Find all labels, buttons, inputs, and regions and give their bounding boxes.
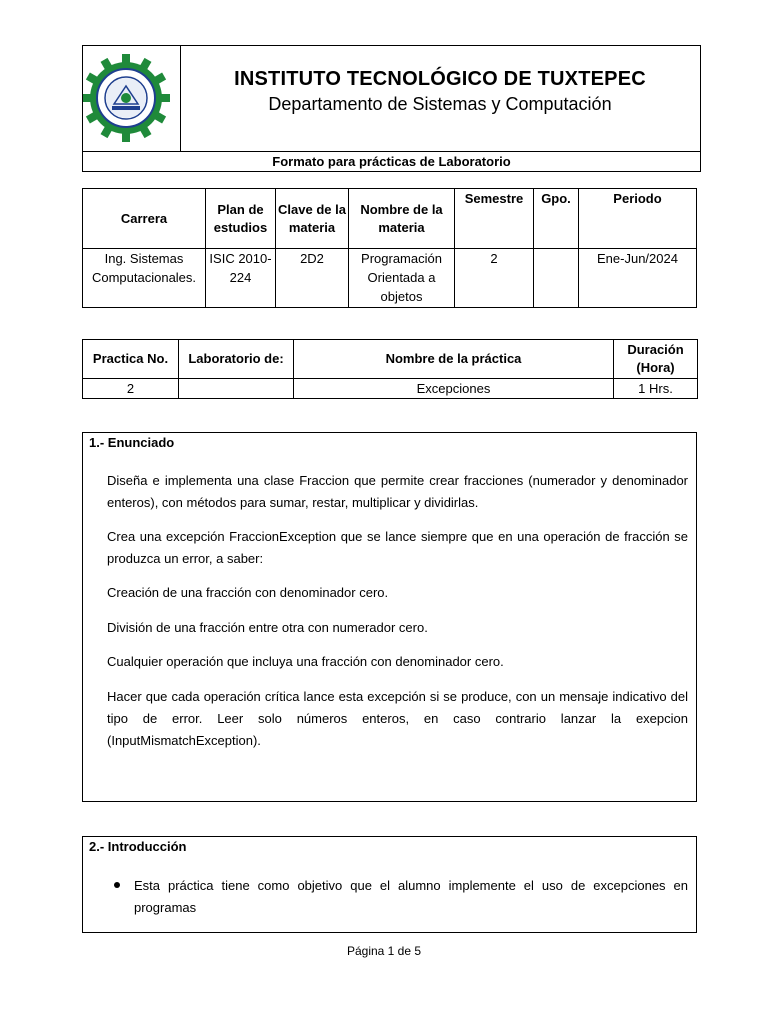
course-info-table [82,188,697,308]
paragraph-1: Diseña e implementa una clase Fraccion que permite crear fracciones (numerador y denominador enteros), con métodos para sumar, restar, multiplicar y dividirlas. [107,473,688,510]
section-1-title: 1.- Enunciado [89,435,175,450]
cell-practica-no: 2 [83,379,179,399]
header-grupo: Gpo. [534,189,579,249]
page-number: Página 1 de 5 [346,944,422,958]
paragraph-4: División de una fracción entre otra con numerador cero. [107,620,428,635]
paragraph-6: Hacer que cada operación crítica lance esta excepción si se produce, con un mensaje indicativo del tipo de error. Leer solo números enteros, en caso contrario lanzar la exepcion (InputMismatchException). [107,689,688,748]
paragraph-3: Creación de una fracción con denominador cero. [107,585,389,600]
cell-plan: ISIC 2010-224 [206,249,276,308]
practice-data-row [83,379,698,399]
cell-laboratorio [179,379,294,399]
cell-duracion: 1 Hrs. [614,379,698,399]
header-clave: Clave de la materia [276,189,349,249]
paragraph-5: Cualquier operación que incluya una fracción con denominador cero. [107,654,504,669]
course-header-row [83,189,697,249]
section-enunciado [82,432,697,802]
paragraph-2: Crea una excepción FraccionException que se lance siempre que en una operación de fracción se produzca un error, a saber: [107,529,688,566]
title-area [180,46,700,151]
bullet-icon [114,882,120,888]
institute-logo [83,46,180,151]
cell-semestre: 2 [455,249,534,308]
header-nombre-practica: Nombre de la práctica [294,340,614,379]
course-data-row [83,249,697,308]
header-laboratorio: Laboratorio de: [179,340,294,379]
header-semestre: Semestre [455,189,534,249]
section-2-title: 2.- Introducción [89,839,187,854]
department-title: Departamento de Sistemas y Computación [268,94,612,114]
cell-carrera: Ing. Sistemas Computacionales. [83,249,206,308]
header-nombre-materia: Nombre de la materia [349,189,455,249]
format-title: Formato para prácticas de Laboratorio [83,151,700,173]
cell-nombre-practica: Excepciones [294,379,614,399]
practice-info-table [82,339,698,399]
header-duracion: Duración (Hora) [614,340,698,379]
header-plan: Plan de estudios [206,189,276,249]
cell-clave: 2D2 [276,249,349,308]
logo-cell [83,46,181,151]
practice-header-row [83,340,698,379]
institute-title: INSTITUTO TECNOLÓGICO DE TUXTEPEC [234,68,646,90]
cell-nombre-materia: Programación Orientada a objetos [349,249,455,308]
cell-periodo: Ene-Jun/2024 [579,249,697,308]
intro-bullet-text: Esta práctica tiene como objetivo que el alumno implemente el uso de excepciones en programas [134,878,688,915]
header-carrera: Carrera [83,189,206,249]
document-header [82,45,701,172]
header-practica-no: Practica No. [83,340,179,379]
header-periodo: Periodo [579,189,697,249]
cell-grupo [534,249,579,308]
section-introduccion [82,836,697,933]
